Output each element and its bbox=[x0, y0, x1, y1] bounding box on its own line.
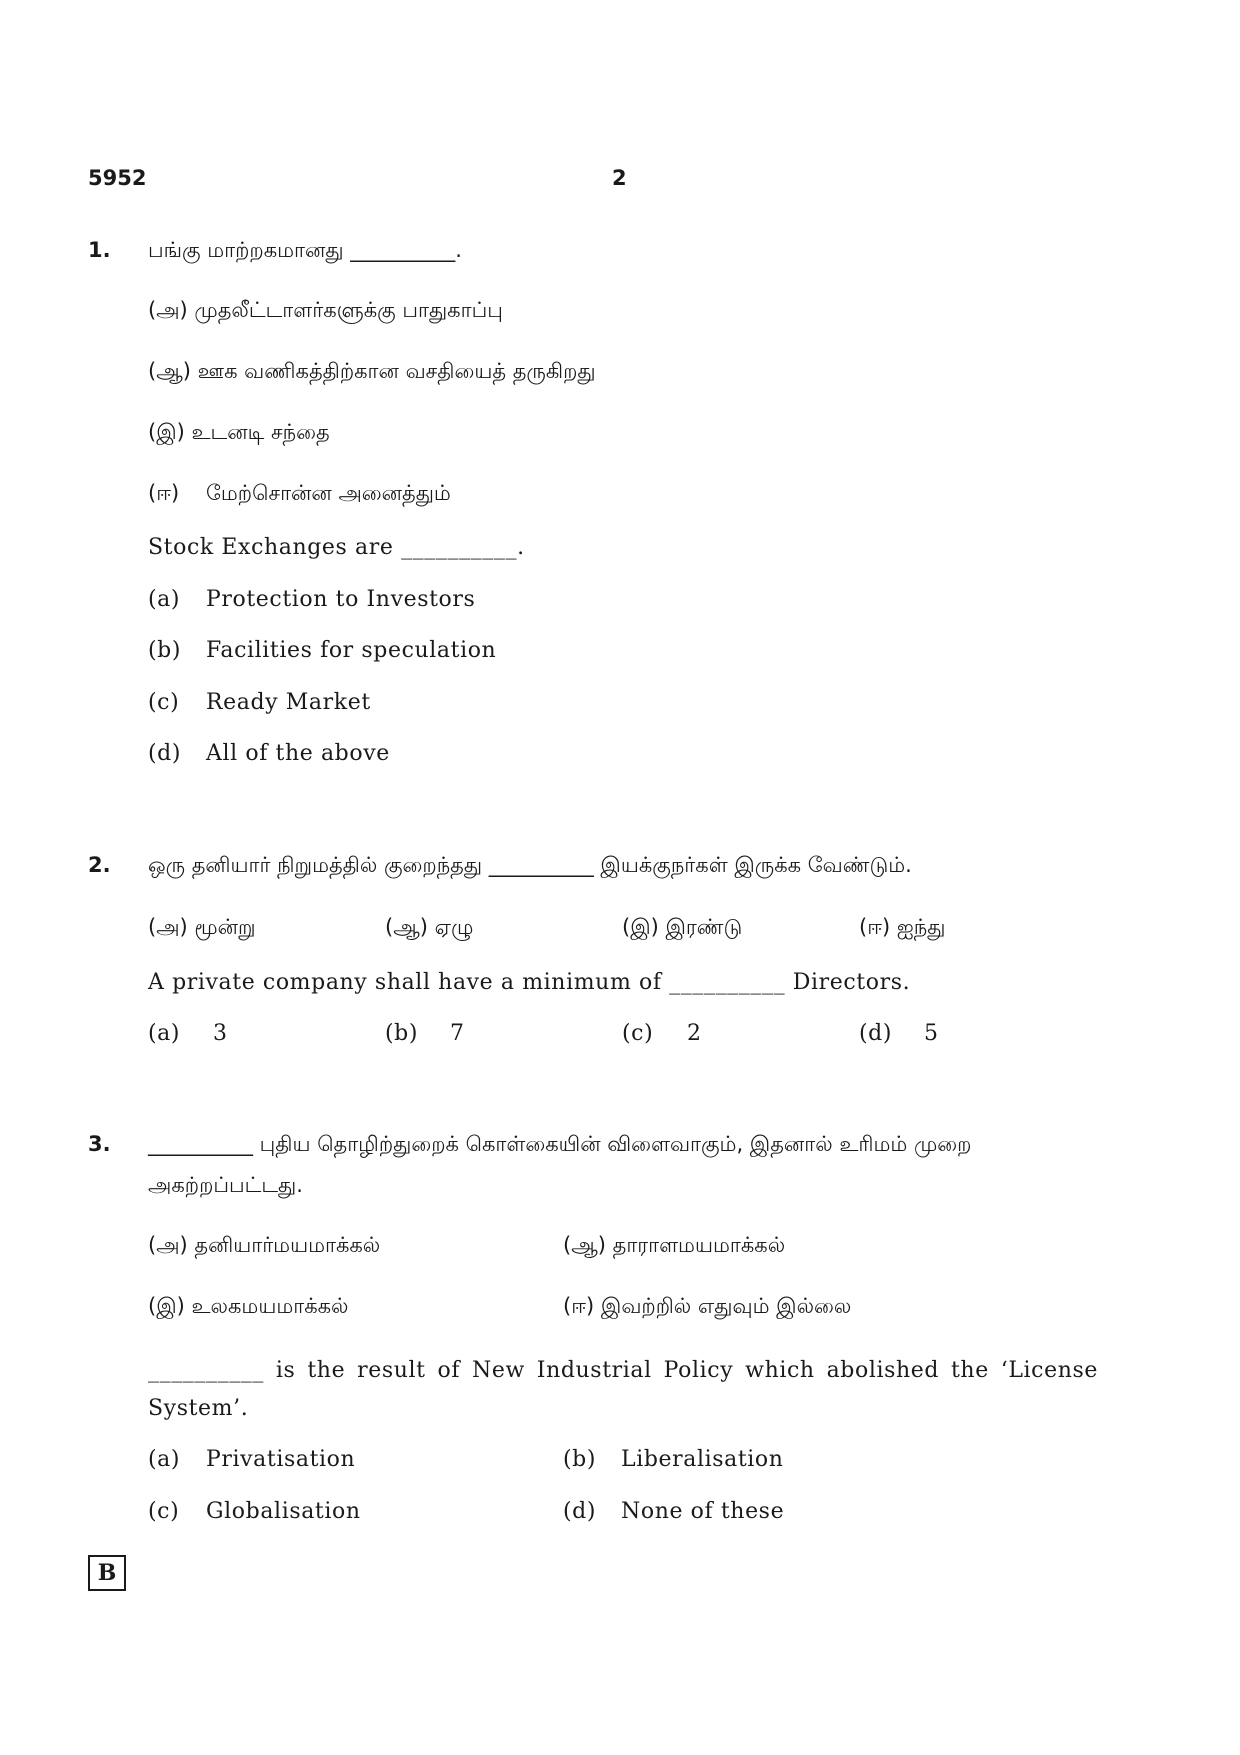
question-stem-tamil: ஒரு தனியார் நிறுமத்தில் குறைந்தது __________ இயக்குநர்கள் இருக்க வேண்டும். bbox=[148, 853, 912, 877]
option-mark: (b) bbox=[148, 638, 182, 663]
option-tamil bbox=[563, 1294, 851, 1321]
option-text: Globalisation bbox=[206, 1499, 361, 1524]
option-text: தாராளமயமாக்கல் bbox=[612, 1233, 786, 1257]
question-stem-english: A private company shall have a minimum of __________ Directors. bbox=[148, 970, 911, 995]
option-tamil bbox=[148, 915, 256, 942]
option-tamil bbox=[385, 915, 473, 942]
option-text: இரண்டு bbox=[665, 915, 743, 939]
question-stem-tamil: __________ புதிய தொழிற்துறைக் கொள்கையின் விளைவாகும், இதனால் உரிமம் முறை bbox=[148, 1132, 972, 1156]
option-mark: (a) bbox=[148, 1021, 181, 1046]
option-mark: (ஈ) bbox=[859, 915, 891, 939]
option-english bbox=[385, 1021, 465, 1046]
question-stem-english: __________ is the result of New Industrial Policy which abolished the ‘License bbox=[148, 1358, 1098, 1383]
option-tamil bbox=[148, 359, 596, 386]
option-english bbox=[148, 1021, 228, 1046]
option-text: ஐந்து bbox=[896, 915, 946, 939]
option-mark: (அ) bbox=[148, 298, 188, 322]
option-text: உடனடி சந்தை bbox=[191, 420, 330, 444]
option-tamil bbox=[148, 420, 330, 447]
option-text: None of these bbox=[621, 1499, 785, 1524]
option-text: All of the above bbox=[206, 741, 390, 766]
option-mark: (a) bbox=[148, 587, 181, 612]
option-text: Facilities for speculation bbox=[206, 638, 497, 663]
option-english bbox=[859, 1021, 939, 1046]
option-mark: (ஈ) bbox=[148, 481, 180, 505]
option-tamil bbox=[622, 915, 742, 942]
question-number: 1. bbox=[88, 238, 111, 262]
question-stem-english: Stock Exchanges are __________. bbox=[148, 535, 525, 560]
option-text: உலகமயமாக்கல் bbox=[191, 1294, 349, 1318]
option-mark: (இ) bbox=[148, 1294, 185, 1318]
option-tamil bbox=[563, 1233, 785, 1260]
option-text: மேற்சொன்ன அனைத்தும் bbox=[206, 481, 451, 505]
option-english bbox=[148, 1499, 361, 1524]
option-english bbox=[563, 1499, 784, 1524]
option-text: முதலீட்டாளர்களுக்கு பாதுகாப்பு bbox=[194, 298, 503, 322]
option-text: ஏழு bbox=[434, 915, 474, 939]
option-mark: (c) bbox=[148, 1499, 180, 1524]
option-text: மூன்று bbox=[194, 915, 256, 939]
question-stem-tamil: பங்கு மாற்றகமானது __________. bbox=[148, 238, 462, 262]
option-tamil bbox=[859, 915, 945, 942]
question-number: 2. bbox=[88, 853, 111, 877]
option-mark: (b) bbox=[385, 1021, 419, 1046]
option-mark: (a) bbox=[148, 1447, 181, 1472]
option-tamil bbox=[148, 481, 451, 508]
option-english bbox=[622, 1021, 702, 1046]
option-text: ஊக வணிகத்திற்கான வசதியைத் தருகிறது bbox=[197, 359, 596, 383]
option-mark: (அ) bbox=[148, 1233, 188, 1257]
option-mark: (d) bbox=[859, 1021, 893, 1046]
option-mark: (ஆ) bbox=[385, 915, 428, 939]
option-english bbox=[563, 1447, 784, 1472]
option-mark: (c) bbox=[148, 690, 180, 715]
option-mark: (ஆ) bbox=[563, 1233, 606, 1257]
option-text: தனியார்மயமாக்கல் bbox=[194, 1233, 381, 1257]
option-text: Liberalisation bbox=[621, 1447, 784, 1472]
option-english bbox=[148, 638, 496, 663]
option-text: 3 bbox=[213, 1021, 228, 1046]
option-text: 7 bbox=[450, 1021, 465, 1046]
question-stem-tamil-continued: அகற்றப்பட்டது. bbox=[148, 1173, 303, 1197]
option-text: 2 bbox=[687, 1021, 702, 1046]
option-english bbox=[148, 1447, 355, 1472]
booklet-series-badge: B bbox=[88, 1555, 126, 1591]
page-code: 5952 bbox=[88, 166, 147, 190]
option-tamil bbox=[148, 298, 503, 325]
page-number: 2 bbox=[612, 166, 627, 190]
option-mark: (ஈ) bbox=[563, 1294, 595, 1318]
option-text: Ready Market bbox=[206, 690, 371, 715]
option-english bbox=[148, 690, 371, 715]
option-tamil bbox=[148, 1233, 380, 1260]
option-english bbox=[148, 741, 390, 766]
option-mark: (d) bbox=[563, 1499, 597, 1524]
option-text: Protection to Investors bbox=[206, 587, 476, 612]
option-text: Privatisation bbox=[206, 1447, 356, 1472]
option-mark: (b) bbox=[563, 1447, 597, 1472]
option-tamil bbox=[148, 1294, 349, 1321]
question-number: 3. bbox=[88, 1132, 111, 1156]
option-mark: (c) bbox=[622, 1021, 654, 1046]
option-mark: (ஆ) bbox=[148, 359, 191, 383]
option-text: இவற்றில் எதுவும் இல்லை bbox=[600, 1294, 852, 1318]
option-english bbox=[148, 587, 475, 612]
option-mark: (d) bbox=[148, 741, 182, 766]
option-mark: (இ) bbox=[148, 420, 185, 444]
question-stem-english-continued: System’. bbox=[148, 1396, 249, 1421]
option-mark: (இ) bbox=[622, 915, 659, 939]
option-text: 5 bbox=[924, 1021, 939, 1046]
option-mark: (அ) bbox=[148, 915, 188, 939]
